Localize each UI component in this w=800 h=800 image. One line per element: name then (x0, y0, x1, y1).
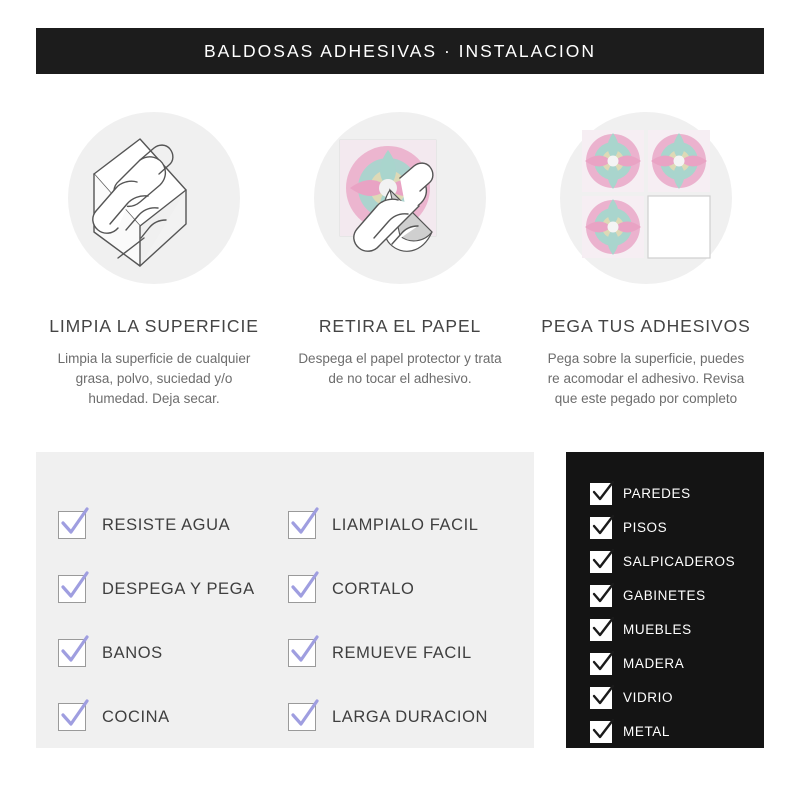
feature-item (58, 630, 288, 676)
surface-label: PAREDES (623, 486, 691, 501)
checkbox-checked-icon (58, 575, 86, 603)
step-2 (282, 104, 518, 409)
surface-label: SALPICADEROS (623, 554, 736, 569)
features-grid (58, 502, 518, 740)
surface-label: GABINETES (623, 588, 706, 603)
hand-peeling-tile-icon (282, 104, 518, 294)
feature-item (288, 502, 518, 548)
feature-label: REMUEVE FACIL (332, 643, 472, 662)
feature-item (288, 694, 518, 740)
page-title: BALDOSAS ADHESIVAS · INSTALACION (203, 40, 597, 61)
step-2-description: Despega el papel protector y trata de no tocar el adhesivo. (298, 351, 502, 386)
step-3-description: Pega sobre la superficie, puedes re acomodar el adhesivo. Revisa que este pegado por completo (547, 351, 745, 406)
feature-item (58, 694, 288, 740)
checkbox-checked-icon (58, 703, 86, 731)
checkbox-checked-icon (590, 551, 612, 573)
surface-label: MUEBLES (623, 622, 692, 637)
checkbox-checked-icon (288, 703, 316, 731)
checkbox-checked-icon (590, 483, 612, 505)
checkbox-checked-icon (288, 575, 316, 603)
surface-item (590, 580, 758, 611)
surface-label: PISOS (623, 520, 668, 535)
step-3-art (528, 104, 764, 294)
surfaces-panel (566, 452, 764, 748)
features-panel (36, 452, 534, 748)
feature-label: LARGA DURACION (332, 707, 489, 726)
step-1-art (36, 104, 272, 294)
feature-label: COCINA (102, 707, 170, 726)
step-2-art (282, 104, 518, 294)
checkbox-checked-icon (288, 511, 316, 539)
feature-item (58, 566, 288, 612)
steps-row (36, 104, 764, 409)
step-3-title: PEGA TUS ADHESIVOS (541, 316, 751, 336)
checkbox-checked-icon (590, 585, 612, 607)
checkbox-checked-icon (590, 721, 612, 743)
feature-label: LIAMPIALO FACIL (332, 515, 479, 534)
surface-item (590, 682, 758, 713)
feature-label: BANOS (102, 643, 163, 662)
feature-label: CORTALO (332, 579, 415, 598)
surface-item (590, 478, 758, 509)
step-1-description: Limpia la superficie de cualquier grasa, polvo, suciedad y/o humedad. Deja secar. (57, 351, 251, 406)
checkbox-checked-icon (590, 687, 612, 709)
checkbox-checked-icon (58, 639, 86, 667)
step-1 (36, 104, 272, 409)
surface-item (590, 716, 758, 747)
checkbox-checked-icon (58, 511, 86, 539)
checkbox-checked-icon (590, 517, 612, 539)
tile-grid-icon (528, 104, 764, 294)
feature-item (288, 630, 518, 676)
surface-item (590, 614, 758, 645)
checkbox-checked-icon (590, 619, 612, 641)
step-2-title: RETIRA EL PAPEL (318, 316, 482, 336)
feature-item (288, 566, 518, 612)
step-3 (528, 104, 764, 409)
feature-item (58, 502, 288, 548)
surface-item (590, 546, 758, 577)
surface-label: MADERA (623, 656, 685, 671)
checkbox-checked-icon (288, 639, 316, 667)
surfaces-list (590, 478, 758, 750)
hand-wiping-surface-icon (36, 104, 272, 294)
step-1-title: LIMPIA LA SUPERFICIE (49, 316, 259, 336)
surface-label: VIDRIO (623, 690, 674, 705)
header-banner (36, 28, 764, 74)
checkbox-checked-icon (590, 653, 612, 675)
feature-label: DESPEGA Y PEGA (102, 579, 255, 598)
surface-label: METAL (623, 724, 671, 739)
surface-item (590, 648, 758, 679)
surface-item (590, 512, 758, 543)
feature-label: RESISTE AGUA (102, 515, 231, 534)
